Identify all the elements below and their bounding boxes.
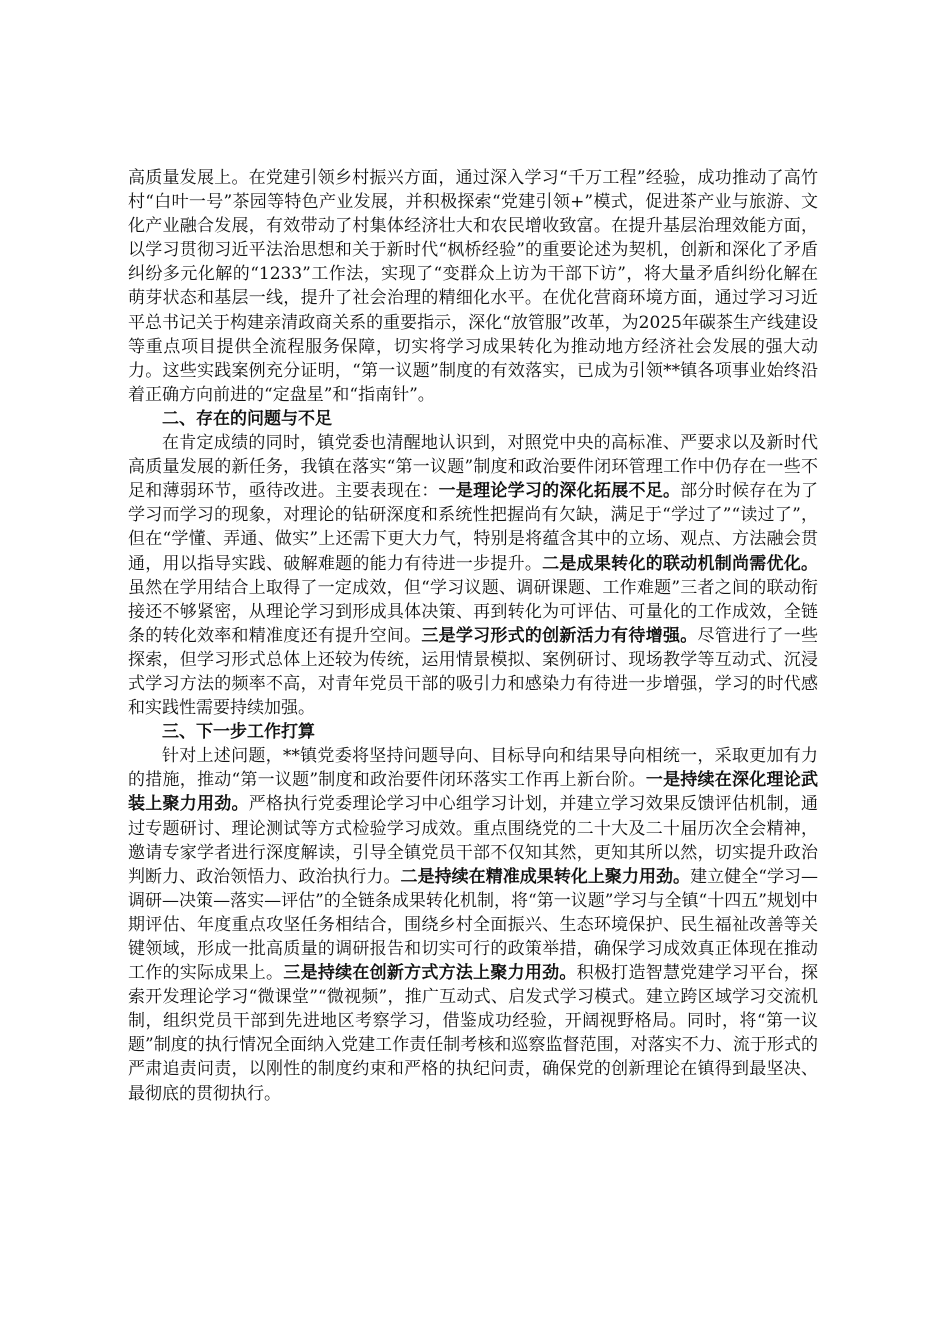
measure-1-text: 严格执行党委理论学习中心组学习计划，并建立学习效果反馈评估机制，通过专题研讨、理论测试等方式检验学习成效。重点围绕党的二十大及二十届历次全会精神，邀请专家学者进行深度解读，引导全镇党员干部不仅知其然，更知其所以然，切实提升政治判断力、政治领悟力、政治执行力。 [128, 794, 819, 887]
measure-2-text: 建立健全“学习—调研—决策—落实—评估”的全链条成果转化机制，将“第一议题”学习与全镇“十四五”规划中期评估、年度重点攻坚任务相结合，围绕乡村全面振兴、生态环境保护、民生福祉改善等关键领域，形成一批高质量的调研报告和切实可行的政策举措，确保学习成效真正体现在推动工作的实际成果上。 [128, 866, 819, 984]
section-heading-problems: 二、存在的问题与不足 [162, 408, 332, 429]
measure-1-heading: 一是持续在深化理论武装上聚力用劲。 [128, 770, 818, 815]
problem-2-text: 虽然在学用结合上取得了一定成效，但“学习议题、调研课题、工作难题”三者之间的联动衔接还不够紧密，从理论学习到形成具体决策、再到转化为可评估、可量化的工作成效，全链条的转化效率和精准度还有提升空间。 [128, 577, 818, 646]
problem-3-text: 尽管进行了一些探索，但学习形式总体上还较为传统，运用情景模拟、案例研讨、现场教学等互动式、沉浸式学习方法的频率不高，对青年党员干部的吸引力和感染力有待进一步增强，学习的时代感和实践性需要持续加强。 [128, 625, 819, 719]
problem-1-text: 部分时候存在为了学习而学习的现象，对理论的钻研深度和系统性把握尚有欠缺，满足于“学过了”“读过了”，但在“学懂、弄通、做实”上还需下更大力气，特别是将蕴含其中的立场、观点、方法融会贯通，用以指导实践、破解难题的能力有待进一步提升。 [128, 481, 819, 574]
problem-3-heading: 三是学习形式的创新活力有待增强。 [421, 625, 698, 646]
paragraph-problems [128, 431, 818, 720]
section-heading-next-steps: 三、下一步工作打算 [162, 722, 315, 743]
paragraph-achievements-continued: 高质量发展上。在党建引领乡村振兴方面，通过深入学习“千万工程”经验，成功推动了高竹村“白叶一号”茶园等特色产业发展，并积极探索“党建引领+”模式，促进茶产业与旅游、文化产业融合发展，有效带动了村集体经济壮大和农民增收致富。在提升基层治理效能方面，以学习贯彻习近平法治思想和关于新时代“枫桥经验”的重要论述为契机，创新和深化了矛盾纠纷多元化解的“1233”工作法，实现了“变群众上访为干部下访”，将大量矛盾纠纷化解在萌芽状态和基层一线，提升了社会治理的精细化水平。在优化营商环境方面，通过学习习近平总书记关于构建亲清政商关系的重要指示，深化“放管服”改革，为2025年碳茶生产线建设等重点项目提供全流程服务保障，切实将学习成果转化为推动地方经济社会发展的强大动力。这些实践案例充分证明，“第一议题”制度的有效落实，已成为引领**镇各项事业始终沿着正确方向前进的“定盘星”和“指南针”。 [128, 168, 818, 405]
problem-1-heading: 一是理论学习的深化拓展不足。 [438, 481, 681, 502]
measure-2-heading: 二是持续在精准成果转化上聚力用劲。 [400, 866, 691, 887]
problems-intro-text: 在肯定成绩的同时，镇党委也清醒地认识到，对照党中央的高标准、严要求以及新时代高质量发展的新任务，我镇在落实“第一议题”制度和政治要件闭环管理工作中仍存在一些不足和薄弱环节，亟待改进。主要表现在： [128, 433, 818, 502]
document-page [128, 166, 818, 1106]
paragraph-next-steps [128, 744, 818, 1105]
measure-3-heading: 三是持续在创新方式方法上聚力用劲。 [283, 963, 577, 984]
next-steps-intro-text: 针对上述问题，**镇党委将坚持问题导向、目标导向和结果导向相统一，采取更加有力的措施，推动“第一议题”制度和政治要件闭环落实工作再上新台阶。 [128, 746, 818, 791]
problem-2-heading: 二是成果转化的联动机制尚需优化。 [542, 553, 819, 574]
measure-3-text: 积极打造智慧党建学习平台，探索开发理论学习“微课堂”“微视频”，推广互动式、启发式学习模式。建立跨区域学习交流机制，组织党员干部到先进地区考察学习，借鉴成功经验，开阔视野格局。同时，将“第一议题”制度的执行情况全面纳入党建工作责任制考核和巡察监督范围，对落实不力、流于形式的严肃追责问责，以刚性的制度约束和严格的执纪问责，确保党的创新理论在镇得到最坚决、最彻底的贯彻执行。 [128, 963, 819, 1104]
